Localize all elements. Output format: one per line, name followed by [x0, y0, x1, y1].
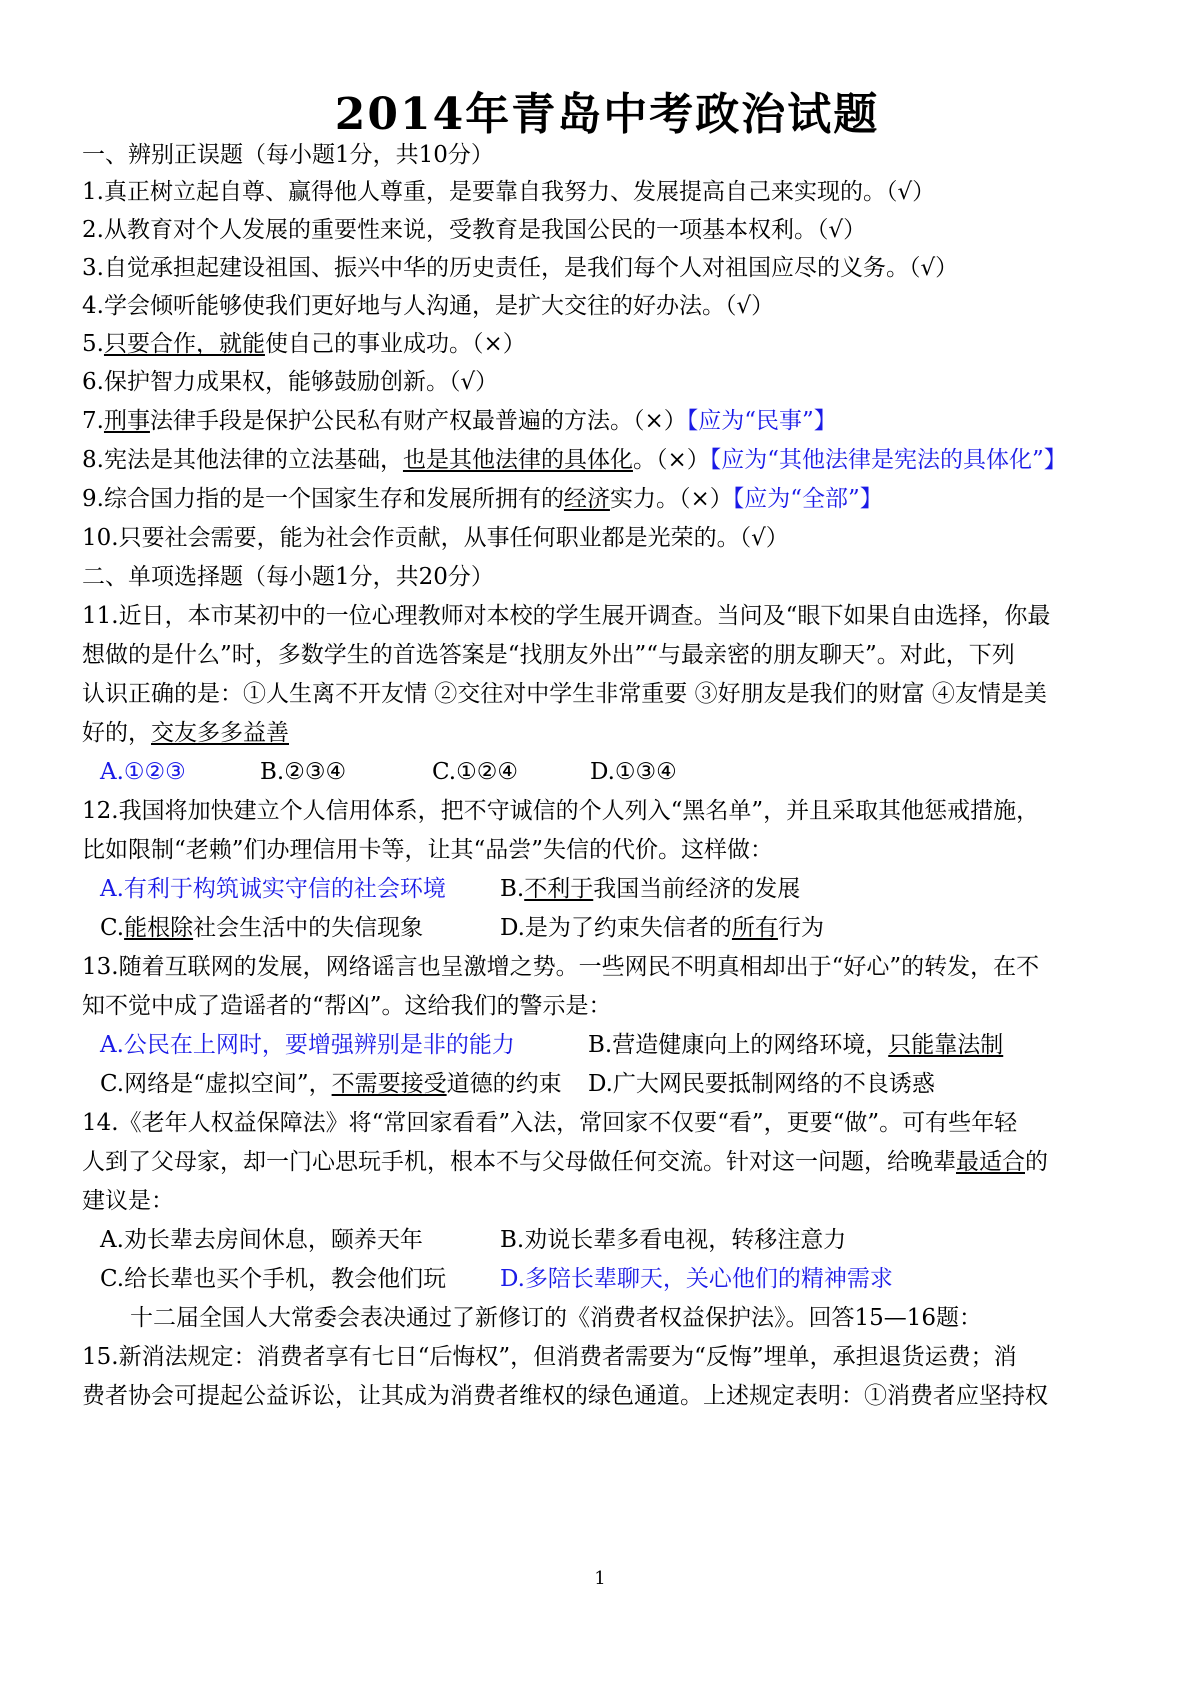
- question-14-line: 建议是：: [82, 1188, 174, 1214]
- question-13-line: 13.随着互联网的发展，网络谣言也呈激增之势。一些网民不明真相却出于“好心”的转发，在不: [82, 954, 1040, 980]
- section2-heading: 二、单项选择题（每小题1分，共20分）: [82, 564, 494, 590]
- question-2: 2.从教育对个人发展的重要性来说，受教育是我国公民的一项基本权利。（√）: [82, 217, 867, 243]
- question-7: 7.刑事法律手段是保护公民私有财产权最普遍的方法。（×）【应为“民事”】: [82, 408, 837, 434]
- question-group-intro: 十二届全国人大常委会表决通过了新修订的《消费者权益保护法》。回答15—16题：: [130, 1305, 983, 1331]
- option-c: C.网络是“虚拟空间”，不需要接受道德的约束: [100, 1071, 562, 1097]
- question-4: 4.学会倾听能够使我们更好地与人沟通，是扩大交往的好办法。（√）: [82, 293, 775, 319]
- option-a: A.公民在上网时，要增强辨别是非的能力: [100, 1032, 515, 1058]
- question-11-line: 11.近日，本市某初中的一位心理教师对本校的学生展开调查。当问及“眼下如果自由选择，你最: [82, 603, 1051, 629]
- question-13-line: 知不觉中成了造谣者的“帮凶”。这给我们的警示是：: [82, 993, 612, 1019]
- question-3: 3.自觉承担起建设祖国、振兴中华的历史责任，是我们每个人对祖国应尽的义务。（√）: [82, 255, 959, 281]
- option-c: C.给长辈也买个手机，教会他们玩: [100, 1266, 447, 1292]
- option-c: C.①②④: [432, 759, 518, 785]
- question-10: 10.只要社会需要，能为社会作贡献，从事任何职业都是光荣的。（√）: [82, 525, 789, 551]
- option-b: B.②③④: [260, 759, 347, 785]
- page-number: 1: [594, 1568, 606, 1589]
- option-d: D.是为了约束失信者的所有行为: [500, 915, 824, 941]
- option-b: B.不利于我国当前经济的发展: [500, 876, 801, 902]
- question-14-line: 14.《老年人权益保障法》将“常回家看看”入法，常回家不仅要“看”，更要“做”。可有些年轻: [82, 1110, 1018, 1136]
- page-title: 2014年青岛中考政治试题: [334, 89, 880, 140]
- question-11-line: 认识正确的是：①人生离不开友情 ②交往对中学生非常重要 ③好朋友是我们的财富 ④友情是美: [82, 681, 1047, 707]
- question-12-line: 12.我国将加快建立个人信用体系，把不守诚信的个人列入“黑名单”，并且采取其他惩戒措施，: [82, 798, 1040, 824]
- question-9: 9.综合国力指的是一个国家生存和发展所拥有的经济实力。（×）【应为“全部”】: [82, 486, 883, 512]
- option-a: A.有利于构筑诚实守信的社会环境: [100, 876, 446, 902]
- correction-note: 【应为“其他法律是宪法的具体化”】: [709, 447, 1067, 473]
- option-d: D.广大网民要抵制网络的不良诱惑: [588, 1071, 935, 1097]
- correction-note: 【应为“民事”】: [686, 408, 837, 434]
- question-11-line: 想做的是什么”时，多数学生的首选答案是“找朋友外出”“与最亲密的朋友聊天”。对此，下列: [82, 642, 1015, 668]
- option-c: C.能根除社会生活中的失信现象: [100, 915, 424, 941]
- question-15-line: 15.新消法规定：消费者享有七日“后悔权”，但消费者需要为“反悔”埋单，承担退货运费；消: [82, 1344, 1017, 1370]
- question-11-line: 好的，交友多多益善: [82, 720, 289, 746]
- question-1: 1.真正树立起自尊、赢得他人尊重，是要靠自我努力、发展提高自己来实现的。（√）: [82, 179, 936, 205]
- option-d: D.多陪长辈聊天，关心他们的精神需求: [500, 1266, 893, 1292]
- option-b: B.营造健康向上的网络环境，只能靠法制: [588, 1032, 1004, 1058]
- question-15-line: 费者协会可提起公益诉讼，让其成为消费者维权的绿色通道。上述规定表明：①消费者应坚持权: [82, 1383, 1048, 1409]
- option-b: B.劝说长辈多看电视，转移注意力: [500, 1227, 847, 1253]
- section1-heading: 一、辨别正误题（每小题1分，共10分）: [82, 142, 494, 168]
- question-14-line: 人到了父母家，却一门心思玩手机，根本不与父母做任何交流。针对这一问题，给晚辈最适合的: [82, 1149, 1048, 1175]
- question-12-line: 比如限制“老赖”们办理信用卡等，让其“品尝”失信的代价。这样做：: [82, 837, 774, 863]
- option-a: A.劝长辈去房间休息，颐养天年: [100, 1227, 423, 1253]
- question-6: 6.保护智力成果权，能够鼓励创新。（√）: [82, 369, 499, 395]
- question-5: 5.只要合作，就能使自己的事业成功。（×）: [82, 331, 526, 357]
- question-8: 8.宪法是其他法律的立法基础，也是其他法律的具体化。（×）【应为“其他法律是宪法的具体化”】: [82, 447, 1067, 473]
- option-a: A.①②③: [100, 759, 186, 785]
- option-d: D.①③④: [590, 759, 677, 785]
- correction-note: 【应为“全部”】: [732, 486, 883, 512]
